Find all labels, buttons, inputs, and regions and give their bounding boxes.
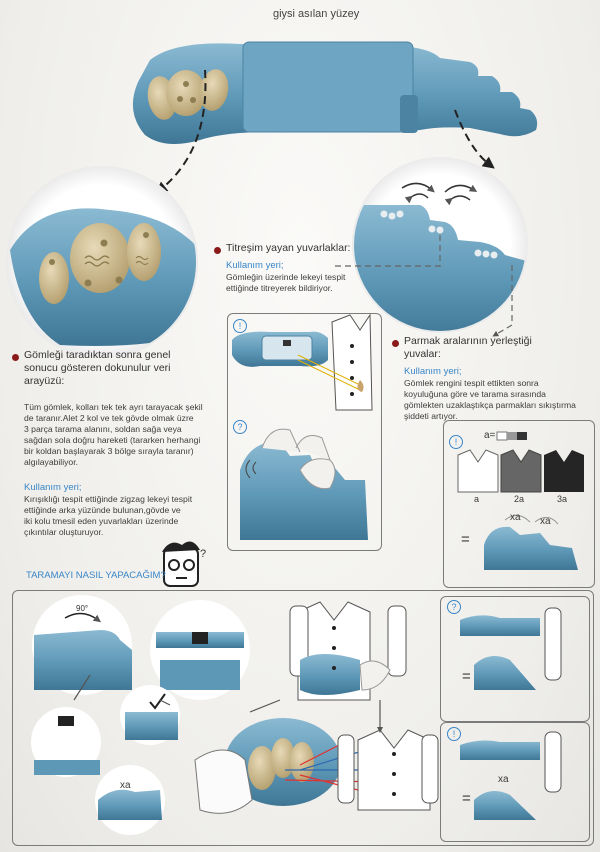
example-exclaim-marker: ! (233, 319, 247, 333)
touch-surface-body-line-6: algılayabiliyor. (24, 457, 78, 467)
top-surface-label: giysi asılan yüzey (273, 8, 360, 20)
main-device-illustration (133, 42, 537, 144)
touch-surface-body-line-1: Tüm gömlek, kolları tek tek ayrı tarayacak şekil (24, 402, 203, 412)
touch-surface-usage-line-1: Kırışıklığı tespit ettiğinde zigzag lekeyi tespit (24, 494, 193, 504)
touch-surface-title-line-2: sonucu gösteren dokunulur veri (24, 362, 171, 374)
touch-surface-usage-label: Kullanım yeri; (24, 482, 82, 493)
confused-head-icon (162, 541, 200, 586)
touch-surface-usage-line-4: çıkıntılar oluşturuyor. (24, 527, 104, 537)
shade-label-2a: 2a (514, 494, 525, 504)
finger-slots-usage-line-2: koyuluğuna göre ve tarama sırasında (404, 389, 546, 399)
vibration-title: Titreşim yayan yuvarlaklar: (226, 242, 351, 254)
shade-panel (443, 420, 595, 588)
shade-exclaim-marker: ! (449, 435, 463, 449)
finger-slots-usage-line-3: gömlekten uzaklaştıkça parmakları sıkıştırma (404, 400, 576, 410)
vibration-bullet (214, 247, 221, 254)
finger-slots-usage-line-4: şiddeti artıyor. (404, 411, 458, 421)
angle-label: 90° (76, 604, 89, 613)
touch-surface-body-line-2: de taranır.Alet 2 kol ve tek gövde olmak üzre (24, 413, 194, 423)
finger-slots-usage-line-1: Gömlek rengini tespit ettikten sonra (404, 378, 539, 388)
touch-surface-usage-line-2: ettiğinde arka yüzünde bulunan,gövde ve (24, 505, 181, 515)
touch-surface-usage-line-3: iki kolu tmesil eden yuvarlakları üzerinde (24, 516, 179, 526)
touch-surface-body-line-3: 3 parça tarama alanını, soldan sağa veya (24, 424, 182, 434)
shade-prefix: a= (484, 430, 496, 441)
subpanel-question-marker: ? (447, 600, 461, 614)
touch-surface-body-line-4: sağdan sola doğru hareketi (tararken herhangi (24, 435, 201, 445)
shade-label-3a: 3a (557, 494, 568, 504)
how-to-title: TARAMAYI NASIL YAPACAĞIM? (26, 570, 166, 581)
finger-slots-title-line-1: Parmak aralarının yerleştiği (404, 335, 532, 347)
touch-surface-title-line-3: arayüzü: (24, 375, 65, 387)
vibration-usage-line-1: Gömleğin üzerinde lekeyi tespit (226, 272, 346, 282)
shade-xa-1: xa (510, 512, 521, 523)
vibration-usage-line-2: ettiğinde titreyerek bildiriyor. (226, 283, 333, 293)
step-xa: xa (120, 780, 131, 791)
touch-surface-zoom (6, 166, 210, 358)
subpanel-top-equals: = (462, 668, 471, 685)
vibration-usage-label: Kullanım yeri; (226, 260, 284, 271)
example-panel (227, 313, 382, 551)
finger-slots-bullet (392, 340, 399, 347)
subpanel-bottom-equals: = (462, 790, 471, 807)
how-to-subpanel-top (440, 596, 590, 722)
example-question-marker: ? (233, 420, 247, 434)
touch-surface-title-line-1: Gömleği taradıktan sonra genel (24, 349, 171, 361)
touch-surface-body-line-5: bir koldan başlayarak 3 bölge sırayla taranır) (24, 446, 194, 456)
shade-xa-2: xa (540, 516, 551, 527)
shade-label-a: a (474, 494, 480, 504)
finger-slots-usage-label: Kullanım yeri; (404, 366, 462, 377)
subpanel-exclaim-marker: ! (447, 727, 461, 741)
shade-equals: = (461, 531, 470, 548)
head-question-mark: ? (200, 548, 207, 560)
finger-slots-title-line-2: yuvalar: (404, 348, 441, 360)
subpanel-xa: xa (498, 774, 509, 785)
how-to-subpanel-bottom (440, 722, 590, 842)
touch-surface-bullet (12, 354, 19, 361)
